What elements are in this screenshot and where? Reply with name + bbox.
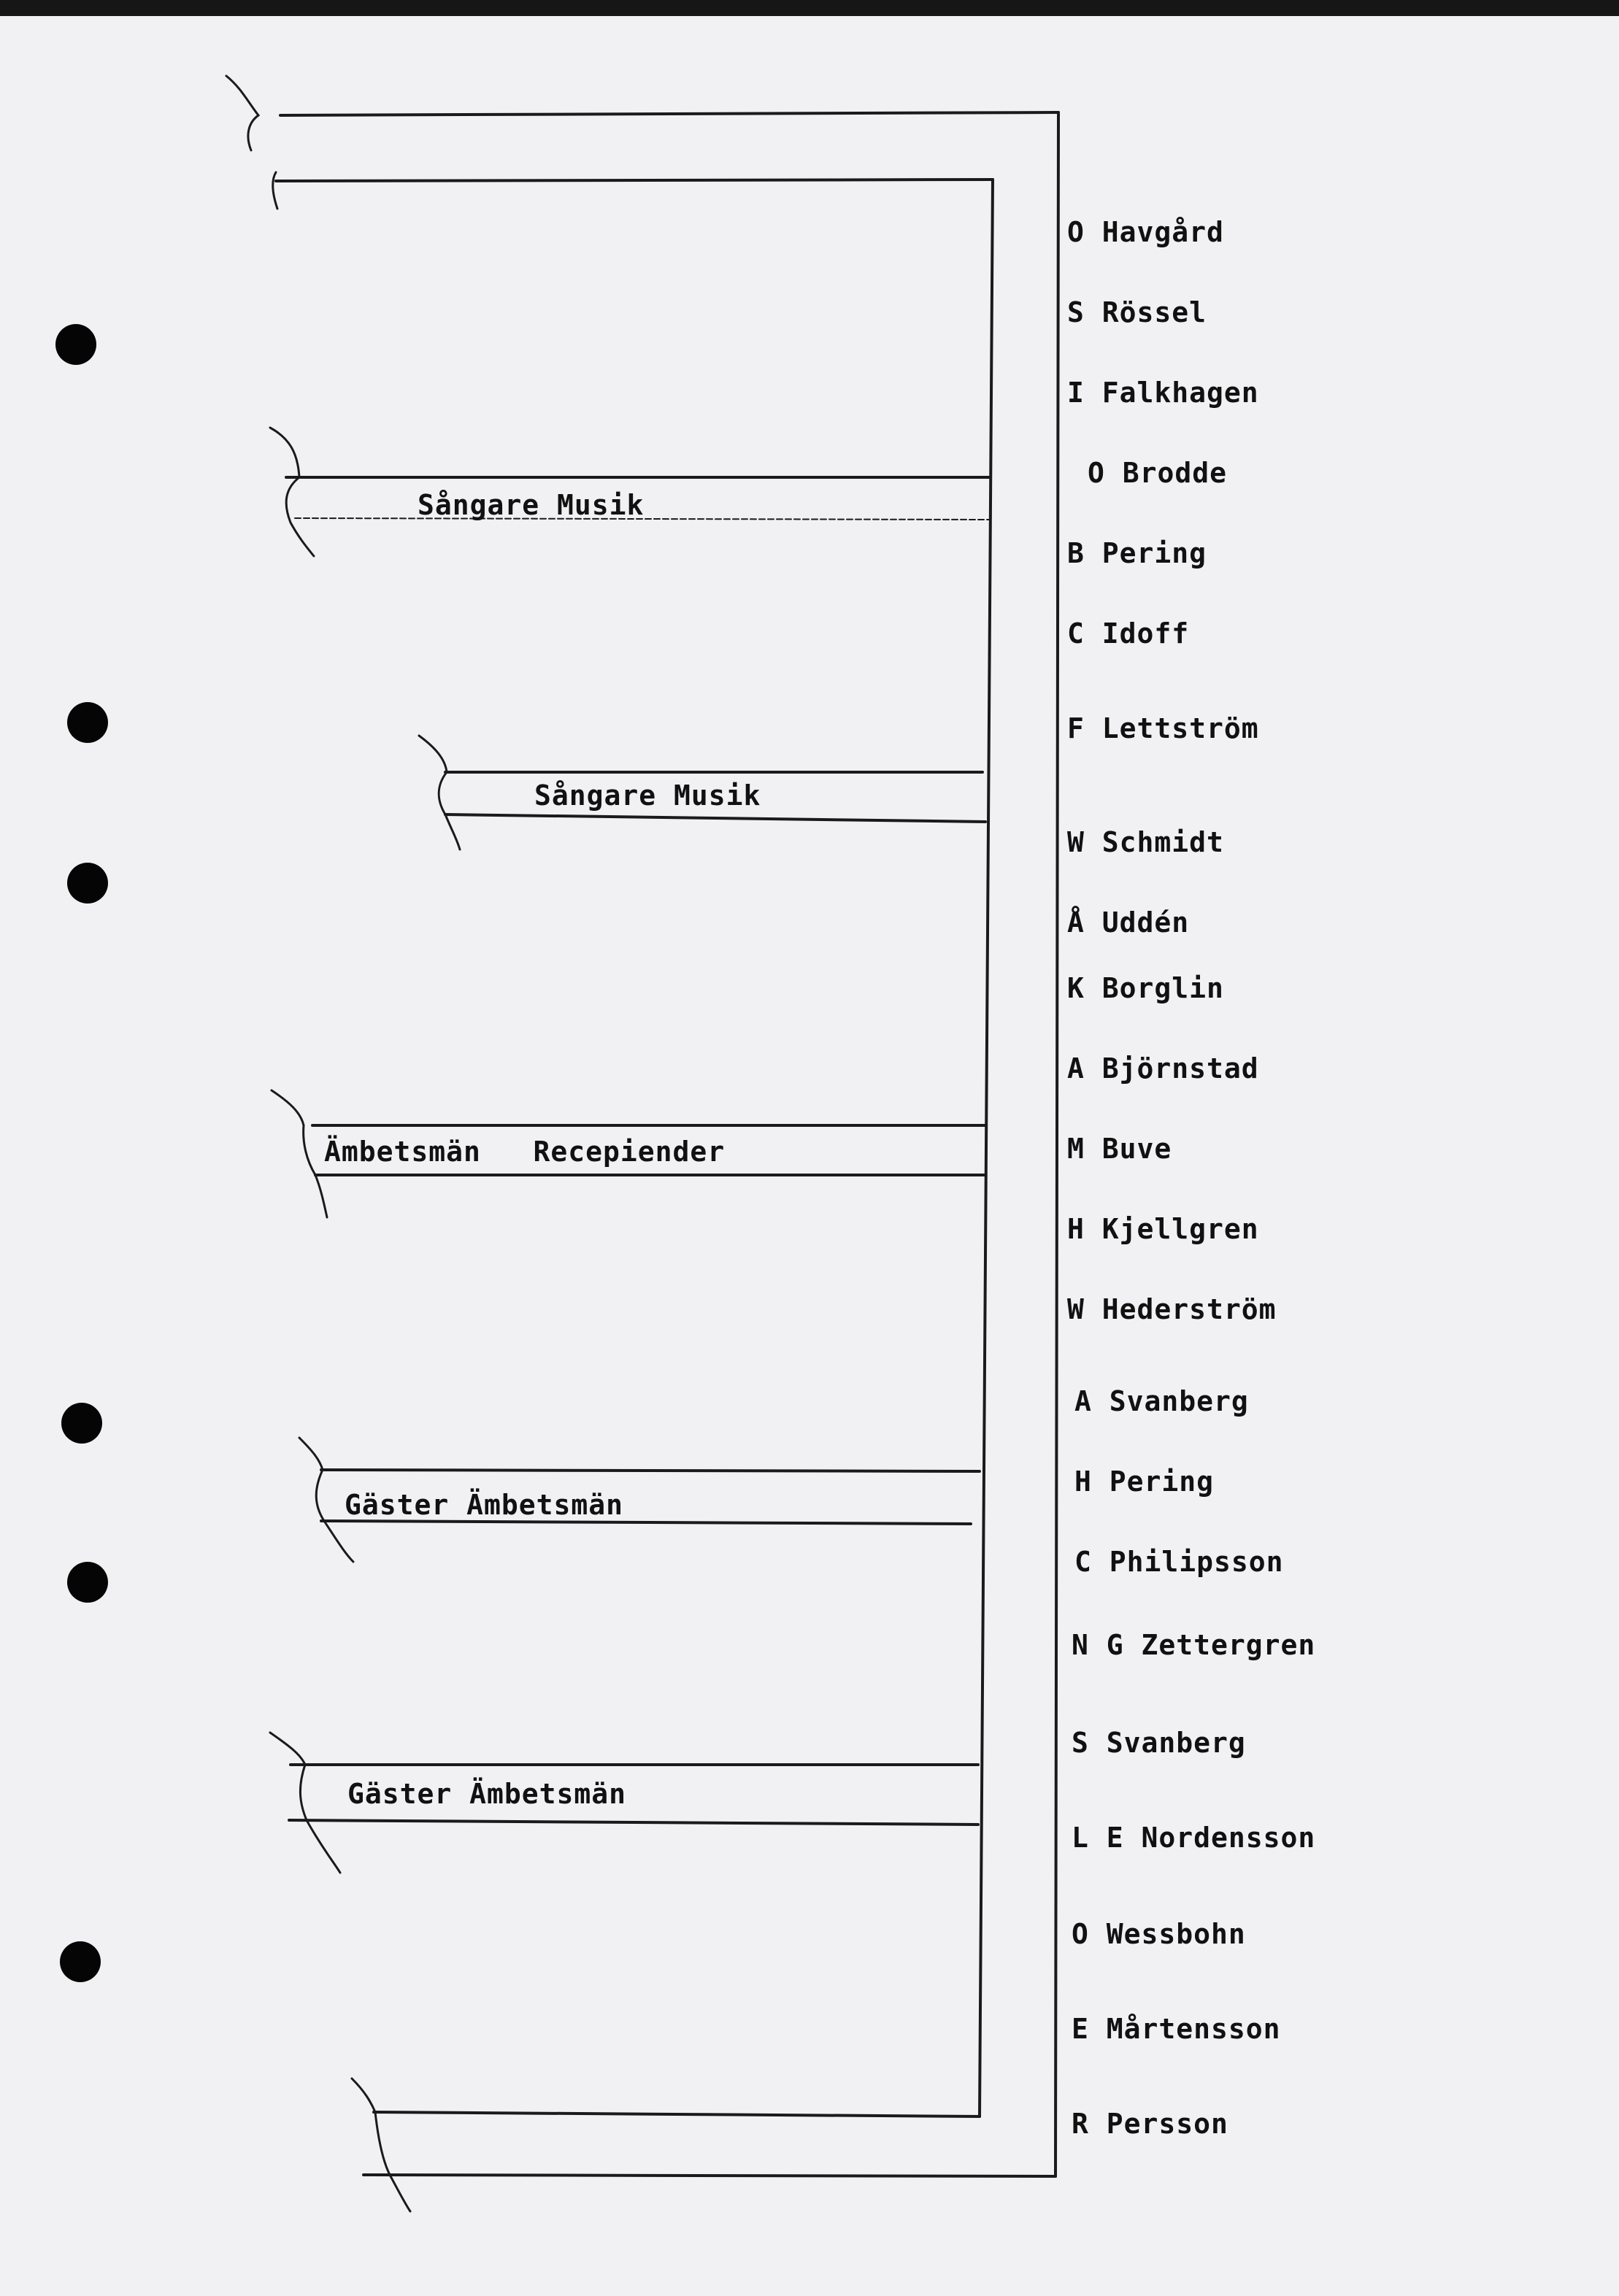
- group-label: Sångare Musik: [534, 779, 761, 812]
- inner-top-line: [276, 180, 993, 181]
- name-entry: B Pering: [1067, 537, 1207, 569]
- name-entry: A Svanberg: [1074, 1385, 1249, 1417]
- name-entry: H Pering: [1074, 1465, 1215, 1498]
- name-entry: F Lettström: [1067, 712, 1259, 744]
- outer-bottom-line: [364, 2175, 1055, 2176]
- brace-mark: [270, 428, 314, 556]
- brace-mark: [272, 1090, 327, 1217]
- name-entry: H Kjellgren: [1067, 1213, 1259, 1245]
- name-entry: I Falkhagen: [1067, 377, 1259, 409]
- name-entry: K Borglin: [1067, 972, 1224, 1004]
- name-entry: C Idoff: [1067, 617, 1190, 650]
- group-2-bottom-line: [445, 814, 985, 822]
- group-5-bottom-line: [289, 1820, 978, 1825]
- brace-mark: [270, 1733, 340, 1873]
- outer-top-line: [280, 112, 1058, 115]
- brace-mark: [226, 76, 258, 150]
- name-entry: M Buve: [1067, 1133, 1172, 1165]
- outer-right-line: [1055, 112, 1058, 2176]
- group-4-top-line: [321, 1470, 980, 1471]
- name-entry: O Brodde: [1088, 457, 1228, 489]
- group-4-bottom-line: [321, 1521, 971, 1524]
- name-entry: W Hederström: [1067, 1293, 1277, 1325]
- group-label: Ämbetsmän Recepiender: [324, 1136, 726, 1168]
- inner-right-line: [980, 180, 993, 2116]
- name-entry: Å Uddén: [1067, 906, 1190, 939]
- group-label: Sångare Musik: [418, 489, 645, 521]
- group-label: Gäster Ämbetsmän: [347, 1778, 627, 1810]
- group-label: Gäster Ämbetsmän: [345, 1489, 624, 1521]
- name-entry: S Svanberg: [1072, 1727, 1246, 1759]
- name-entry: C Philipsson: [1074, 1546, 1284, 1578]
- name-entry: W Schmidt: [1067, 826, 1224, 858]
- inner-bottom-line: [374, 2112, 980, 2116]
- name-entry: L E Nordensson: [1072, 1822, 1316, 1854]
- name-entry: A Björnstad: [1067, 1052, 1259, 1085]
- brace-mark: [273, 172, 277, 209]
- name-entry: S Rössel: [1067, 296, 1207, 328]
- brace-mark: [352, 2079, 410, 2211]
- name-entry: E Mårtensson: [1072, 2013, 1281, 2045]
- name-entry: O Wessbohn: [1072, 1918, 1246, 1950]
- name-entry: N G Zettergren: [1072, 1629, 1316, 1661]
- name-entry: O Havgård: [1067, 216, 1224, 248]
- brace-mark: [419, 736, 460, 850]
- name-entry: R Persson: [1072, 2108, 1228, 2140]
